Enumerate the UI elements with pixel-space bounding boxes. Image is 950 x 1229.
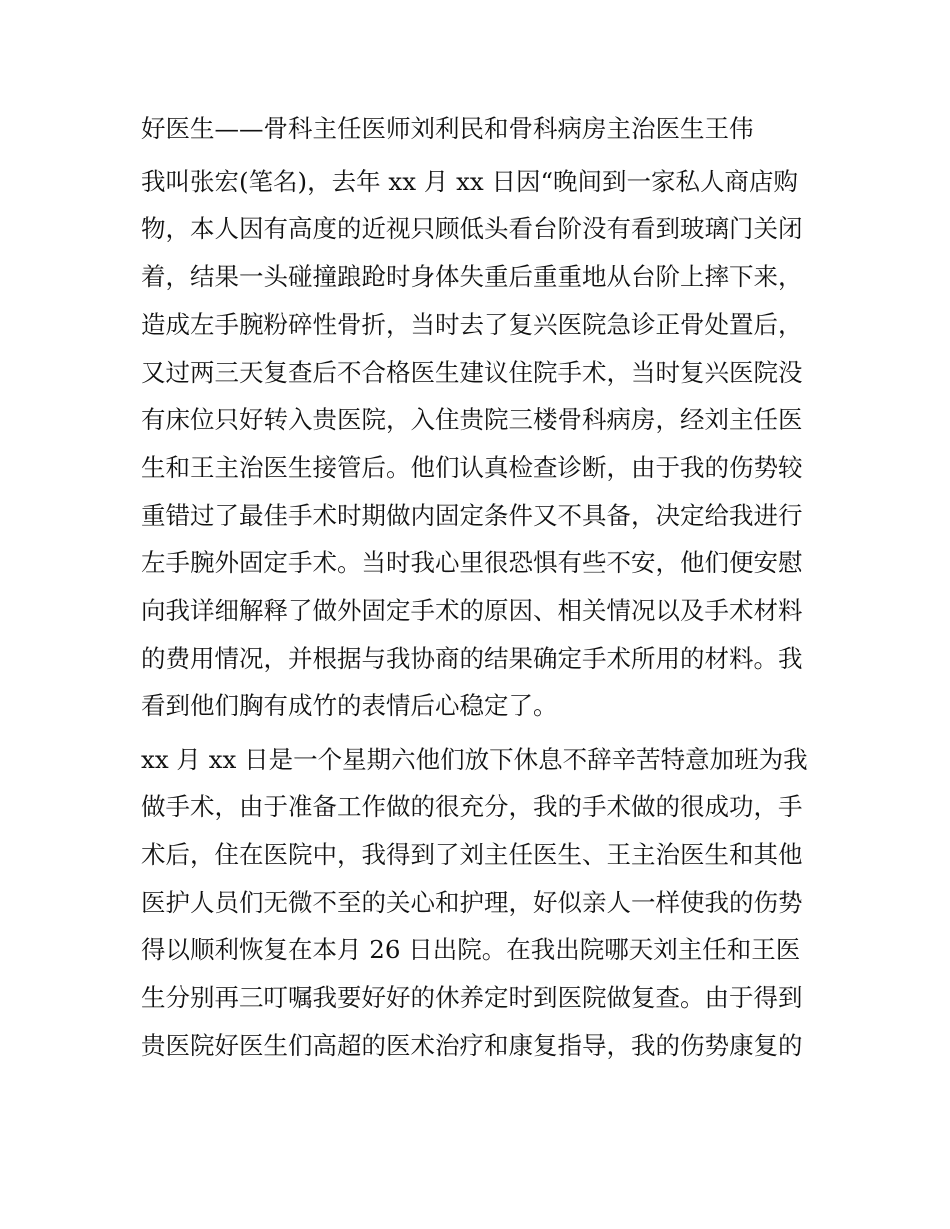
paragraph-1-line-2: 物，本人因有高度的近视只顾低头看台阶没有看到玻璃门关闭 — [141, 214, 803, 243]
paragraph-2-line-4: 医护人员们无微不至的关心和护理，好似亲人一样使我的伤势 — [141, 888, 803, 917]
paragraph-1-line-5: 又过两三天复查后不合格医生建议住院手术，当时复兴医院没 — [141, 358, 803, 387]
paragraph-1-line-8: 重错过了最佳手术时期做内固定条件又不具备，决定给我进行 — [141, 501, 803, 530]
paragraph-1-line-1: 我叫张宏(笔名)，去年 xx 月 xx 日因“晚间到一家私人商店购 — [141, 167, 799, 196]
paragraph-2-line-6: 生分别再三叮嘱我要好好的休养定时到医院做复查。由于得到 — [141, 983, 803, 1012]
paragraph-1-line-12: 看到他们胸有成竹的表情后心稳定了。 — [141, 691, 558, 720]
paragraph-1-line-4: 造成左手腕粉碎性骨折，当时去了复兴医院急诊正骨处置后， — [141, 310, 803, 339]
paragraph-2-line-5: 得以顺利恢复在本月 26 日出院。在我出院哪天刘主任和王医 — [141, 935, 801, 964]
paragraph-1-line-11: 的费用情况，并根据与我协商的结果确定手术所用的材料。我 — [141, 644, 803, 673]
paragraph-2-line-7: 贵医院好医生们高超的医术治疗和康复指导，我的伤势康复的 — [141, 1031, 803, 1060]
paragraph-2-line-3: 术后，住在医院中，我得到了刘主任医生、王主治医生和其他 — [141, 840, 803, 869]
paragraph-2-line-1: xx 月 xx 日是一个星期六他们放下休息不辞辛苦特意加班为我 — [141, 745, 808, 774]
document-title: 好医生——骨科主任医师刘利民和骨科病房主治医生王伟 — [141, 114, 754, 143]
paragraph-1-line-9: 左手腕外固定手术。当时我心里很恐惧有些不安，他们便安慰 — [141, 548, 803, 577]
paragraph-1-line-10: 向我详细解释了做外固定手术的原因、相关情况以及手术材料 — [141, 596, 803, 625]
paragraph-1-line-3: 着，结果一头碰撞踉跄时身体失重后重重地从台阶上摔下来， — [141, 262, 803, 291]
paragraph-2-line-2: 做手术，由于准备工作做的很充分，我的手术做的很成功，手 — [141, 792, 803, 821]
paragraph-1-line-6: 有床位只好转入贵医院，入住贵院三楼骨科病房，经刘主任医 — [141, 405, 803, 434]
paragraph-1-line-7: 生和王主治医生接管后。他们认真检查诊断，由于我的伤势较 — [141, 453, 803, 482]
